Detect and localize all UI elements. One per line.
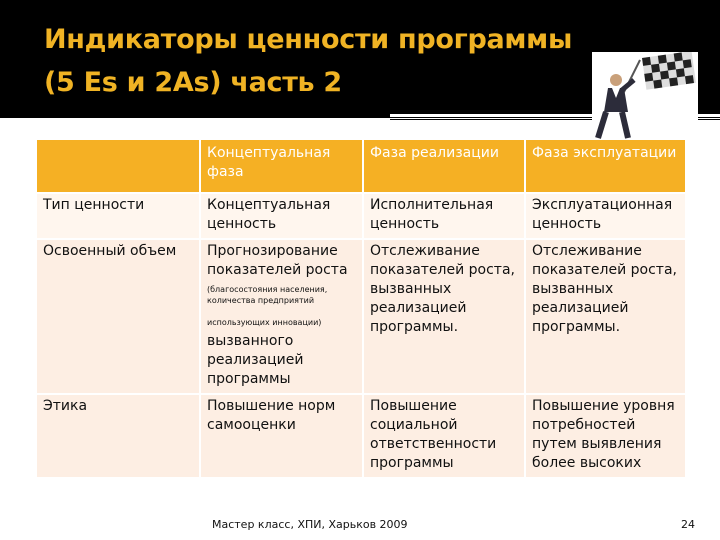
table-cell-forecast <box>199 240 362 395</box>
table-cell: Отслеживание показателей роста, вызванных реализацией программы. <box>524 240 685 395</box>
slide-title <box>44 18 644 104</box>
forecast-note-b: использующих инновации) <box>207 318 322 327</box>
header-cell-conceptual: Концептуальная фаза <box>199 140 362 194</box>
header-cell-empty <box>37 140 199 194</box>
businessman-flag-illustration <box>592 52 698 140</box>
table-cell: Эксплуатационная ценность <box>524 194 685 240</box>
table-row <box>37 395 685 479</box>
table-cell: Повышение норм самооценки <box>199 395 362 479</box>
table-cell: Повышение уровня потребностей путем выявления более высоких <box>524 395 685 479</box>
table-cell: Отслеживание показателей роста, вызванных реализацией программы. <box>362 240 524 395</box>
row-label-value-type: Тип ценности <box>37 194 199 240</box>
table-row <box>37 240 685 395</box>
forecast-note <box>207 284 356 328</box>
table-header-row <box>37 140 685 194</box>
value-indicators-table <box>37 140 685 479</box>
forecast-note-a: (благосостояния населения, количества предприятий <box>207 285 328 305</box>
row-label-ethics: Этика <box>37 395 199 479</box>
businessman-flag-icon <box>592 52 698 140</box>
slide-title-line1: Индикаторы ценности программы <box>44 24 573 55</box>
table-cell: Концептуальная ценность <box>199 194 362 240</box>
footer-text: Мастер класс, ХПИ, Харьков 2009 <box>212 518 408 531</box>
table-cell: Исполнительная ценность <box>362 194 524 240</box>
header-cell-implementation: Фаза реализации <box>362 140 524 194</box>
table-row <box>37 194 685 240</box>
slide-title-line2: (5 Es и 2As) часть 2 <box>44 67 342 98</box>
forecast-tail-text: вызванного реализацией программы <box>207 333 304 387</box>
header-cell-operation: Фаза эксплуатации <box>524 140 685 194</box>
row-label-earned-volume: Освоенный объем <box>37 240 199 395</box>
forecast-main-text: Прогнозирование показателей роста <box>207 243 348 278</box>
table-cell: Повышение социальной ответственности программы <box>362 395 524 479</box>
page-number: 24 <box>681 518 695 531</box>
